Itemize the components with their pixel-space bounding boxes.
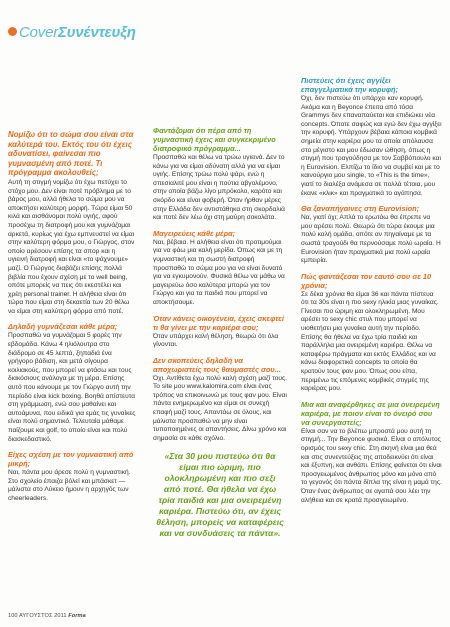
question: Θα ξαναπήγαινες στη Eurovision; — [301, 204, 420, 214]
page-footer — [8, 613, 86, 619]
pull-quote: «Στα 30 μου πιστεύω ότι θα είμαι πιο ώριμη, πιο ολοκληρωμένη και πιο σεξι από ποτέ. Θα ήθελα να έχω τρία παιδιά και μια ονειρεμένη καριέρα. Πιστεύω ότι, αν έχεις θέληση, μπορείς να καταφέρεις και να συνδυάσεις τα πάντα». — [156, 451, 284, 539]
answer: Αυτή τη στιγμή νομίζω ότι έχω πετύχει το στόχο μου. Δεν είναι ποτέ πρόβλημα με το βάρος μου, αλλά ήθελα το σώμα μου να αποκτήσει καλύτερη μορφή. Τώρα είμαι 50 κιλά και αισθάνομαι πολύ υγιής, αφού προσέχω τη διατροφή μου και γυμνάζομαι αρκετά, κυρίως για έχω εμπνευστεί να είμαι στην καλύτερη φόρμα μου, ο Γιώργος, στον οποίο αρέσουν επίσης τα σπορ και η υγιεινή διατροφή και είναι «το ψάχνουμε» μαζί. Ο Γιώργος διαβάζει επίσης πολλά βιβλία που έχουν σχέση με το well being, οπότε μπορείς να πεις ότι εκεστέλει και χρέη personal trainer. Η αλήθεια είναι ότι τώρα που είμαι στη δεκαετία των 20 θέλω να είμαι στη καλύτερη φόρμα από ποτέ. — [8, 178, 135, 315]
question: Μια και αναφέρθηκες σε μια ονειρεμένη καριέρα, με ποιον είναι το όνειρό σου να συνεργαστείς; — [301, 399, 440, 427]
section-title: Συνέντευξη — [58, 24, 136, 41]
section-label — [8, 24, 136, 41]
answer: Προσπαθώ και θέλω να τρώω υγιεινά. Δεν το κάνω για να είμαι αδύνατη αλλά για να είμαι υγιής. Επίσης τρώω πολύ ψάρι, ενώ η σπεσιαλιτέ μου είναι η πούτια αβγολέμονο, στην οποία βάζω λίγο μπρόκολο, καρότο και σκόρδο και είναι φοβερή. Όταν ήρθαν μέρες στην Ελλάδα δεν αντιστάθηκα στη σκορδαλιά και ποτέ δεν λέω όχι στη μαύρη σοκολάτα. — [153, 154, 285, 222]
answer: Να, γιατί όχι; Απλά το ερωτάω θα έπρεπε να μου αρέσει πολύ. Θεωρώ ότι τώρα έκουμε μια πολύ καλή ομάδα, οπότε αν πηγαίναμε με τα σωστά τραγούδι θα περνούσαμε πολύ ωραία. Η Eurovision ήταν πραγματικά μια πολύ ωραία εμπειρία. — [301, 214, 441, 265]
question: Πιστεύεις ότι έχεις αγγίξει επαγγελματικά την κορυφή; — [301, 76, 399, 94]
answer: Είναι σαν να το βλέπω μπροστά μου αυτή τη στιγμή... Την Beyonce φυσικά. Είναι ο απόλυτος ορισμός του sexy chic. Στη σκηνή είναι μια θεά και στις συνεντεύξεις της αποδεικνύει ότι είναι και έξυπνη, και ανθάπι. Επίσης φαίνεται ότι είναι προσγειωμένος άνθρωπος μόνο και μόνο από το γεγονός ότι πάντα δίπλα της είναι η μαμά της. Όταν ένας άνθρωπος σε αγαπά σου λέει την αλήθεια και σε κρατά προσγειωμένο. — [301, 427, 442, 504]
answer: Όταν υπάρχει καλή θέληση, θεωρώ ότι όλα γίνονται. — [153, 332, 279, 349]
column-middle — [153, 126, 287, 539]
magazine-brand: Forma — [68, 613, 86, 619]
answer: Ναι, πάντα μου άρεσε πολύ η γυμναστική. Στο σχολείο έπαιζα βόλεϊ και μπάσκετ — μάλιστα στο Λύκειο ήμουν η αρχηγός των cheerleaders. — [8, 469, 131, 502]
question: Είχες σχέση με τον γυμναστική από μικρή; — [8, 450, 134, 469]
question: Δηλαδή γυμνάζεσαι κάθε μέρα; — [8, 322, 118, 332]
page-number: 100 — [8, 613, 18, 619]
answer: Ναι, βέβαια. Η αλήθεια είναι ότι προτιμούμαι για να φάω μια καλή μερίδα. Όπως και με τη γυμναστική και τη σωστή διατροφή προσπαθώ το σώμα μου για να είναι δυνατό για να εγκυμονούν. Φυσικά θέλω να μάθω να μαγειρεύω όσο καλύτερα μπορώ για τον Γιώργο και για τα παιδιά που μπορεί να αποκτήσουμε. — [153, 238, 285, 306]
question: Νομίζω ότι το σώμα σου είναι στα καλύτερά του. Εκτός του ότι έχεις αδυνατίσει, φαίνεσαι πιο γυμνασμένη από ποτέ. Τι πρόγραμμα ακολουθείς; — [8, 130, 134, 178]
issue-date: ΑΥΓΟΥΣΤΟΣ 2011 — [19, 613, 67, 619]
answer: Προσπαθώ να γυμνάζομαι 5 φορές την εβδομάδα. Κάνω 4 ηλιόλουτρα στο διάδρομο σε 45 λεπτά, ξηπαδιά ένα γρήγορο βάδιση, και μετά σίγουρα κοιλιακούς, που μπορεί να φτάσω και τους διακόσιους ανάλογα με τη μέρα. Επίσης αυτό που κάνουμε με τον Γιώργο αυτή την περίοδο είναι kick boxing. Βοηθά απίστευτα στη γράμμωση, ενώ σου μαθαίνει και αυτοάμυνα, που ειδικά για εμάς τις γυναίκες είναι πολύ σημαντικό. Τελευταία μάθαμε παίζουμε και golf, το οποίο είναι και πολύ διασκεδαστικό. — [8, 332, 136, 443]
orange-bullet-icon — [8, 27, 17, 36]
question: Πώς φαντάζεσαι τον εαυτό σου σε 10 χρόνια; — [301, 271, 432, 290]
question: Φαντάζομαι ότι πέρα από τη γυμναστική έχεις και συγκεκριμένο διατροφικό πρόγραμμα... — [153, 126, 276, 153]
column-right — [301, 76, 442, 511]
question: Δεν σκοπεύεις δηλαδή να αποχωριστείς τους θαυμαστές σου... — [153, 355, 281, 374]
section-prefix: Cover — [19, 24, 59, 41]
question: Μαγειρεύεις κάθε μέρα; — [153, 228, 236, 238]
question: Όταν κάνεις οικογένεια, έχεις σκεφτεί τι θα γίνει με την καριέρα σου; — [153, 313, 284, 332]
answer: Όχι. Αντίθετα έχω πολύ καλή σχέση μαζί τους. Το site μου www.kalomira.com είναι ένας τρόπος να επικοινωνώ με τους φαν μου. Είναι πάντα ενημερωμένο και είμαι σε συνεχή επαφή μαζί τους. Απαντάω σε όλους, και μάλιστα προσπαθώ να μην είναι τυποποιημένες οι απαντήσεις. Δίνω χρόνο και σημασία σε κάθε σχόλιο. — [153, 374, 287, 442]
answer: Όχι, δεν πιστεύω ότι υπάρχει καν κορυφή. Ακόμα και η Beyonce έπειτα από τόσα Grammys δεν επαναπαύεται και επιδιώκει νέα concepts. Όποτε σαφώς και εγώ δεν έχω αγγίξει την κορυφή. Υπάρχουν βέβαια κάποια κομβικά σημεία στην καριέρα μου τα οποία απόλαυσα στο μέγιστο και μου έδωσαν ώθηση, όπως η στιγμή που τραγούδησα με τον Σαββόπουλο και η Eurovision. Ελπίζω το ίδιο να συμβεί και με το καινούργιο μου single, το «This is the time», γιατί το διαλέξα ανάμεσα σε πολλά τέτοια, μου έκανε «κλικ» και πραγματικά το αγάπησα. — [301, 95, 442, 197]
answer: Σε δέκα χρόνια θα είμαι 36 και πάντα πίστευα ότι τα 30s είναι η πιο sexy ηλικία μιας γυναίκας. Γίνεσαι πιο ώριμη και ολοκληρωμένη. Μου αρέσει το sexy chic στυλ που μπορεί να υιοθετήσει μια γυναίκα αυτή την περίοδο. Επίσης θα ήθελα να έχω τρία παιδιά και παράλληλα μια ονειρεμένη καριέρα. Θέλω να καταφέρω πράγματα και εκτός Ελλάδος και να κάνω διαφορετικά concepts τα οποία θα κρατούν τους φαν μου. Όπως σου είπα, περιμένω τις επόμενες κομβικές στιγμές της καριέρας μου. — [301, 290, 439, 393]
column-left — [8, 130, 136, 510]
